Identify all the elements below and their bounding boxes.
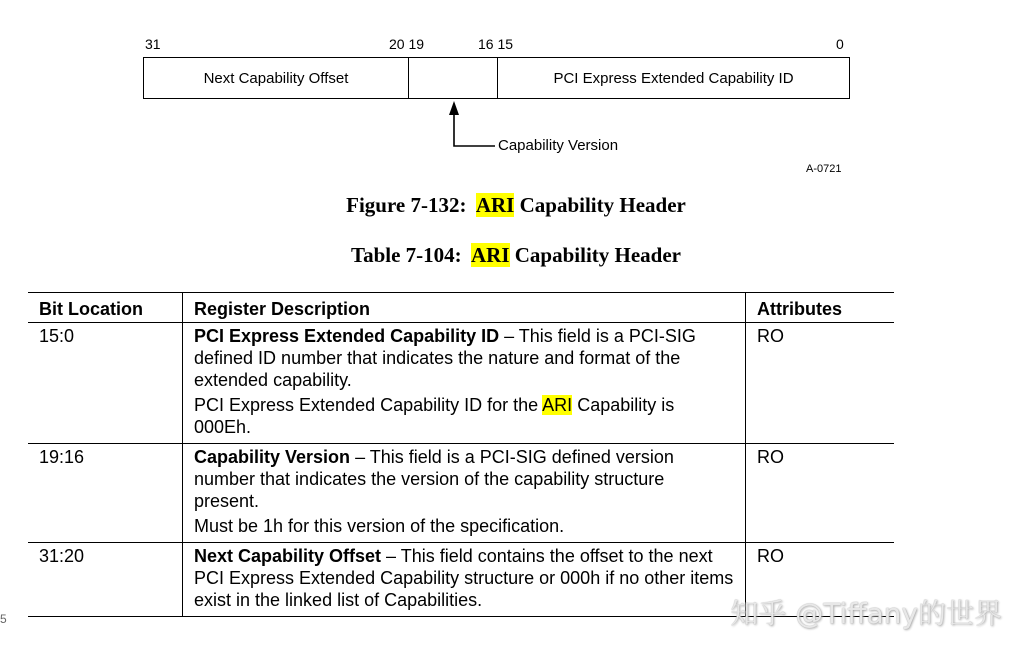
bit-label-20-19: 20 19 — [389, 36, 425, 52]
attributes-cell: RO — [746, 444, 895, 543]
bit-location-cell: 31:20 — [28, 543, 183, 617]
field-next-capability-offset: Next Capability Offset — [144, 58, 409, 98]
table-caption-suffix: Capability Header — [514, 243, 681, 267]
field-extended-capability-id: PCI Express Extended Capability ID — [553, 69, 794, 87]
figure-caption — [0, 193, 1032, 218]
figure-id: A-0721 — [806, 163, 842, 175]
table-row — [28, 323, 894, 444]
figure-caption-suffix: Capability Header — [519, 193, 686, 217]
field-description: – This field contains the offset to the next PCI Express Extended Capability structure or 000h if no other items exist in the linked list of Capabilities. — [194, 546, 734, 610]
header-register-description: Register Description — [183, 293, 746, 323]
bit-label-0: 0 — [836, 36, 844, 52]
table-caption-prefix: Table 7-104: — [350, 243, 462, 267]
header-bit-location: Bit Location — [28, 293, 183, 323]
figure-caption-prefix: Figure 7-132: — [346, 193, 467, 217]
register-table — [28, 292, 894, 617]
table-caption — [0, 243, 1032, 268]
table-caption-highlight: ARI — [470, 243, 510, 267]
figure-caption-highlight: ARI — [475, 193, 515, 217]
field-name: Next Capability Offset — [194, 546, 382, 566]
bit-label-31: 31 — [145, 36, 161, 52]
description-cell — [183, 444, 746, 543]
register-layout-diagram — [143, 57, 850, 99]
field-name: PCI Express Extended Capability ID — [194, 326, 500, 346]
callout-capability-version: Capability Version — [498, 137, 619, 154]
field-note: Must be 1h for this version of the specification. — [194, 516, 565, 536]
watermark: 知乎 @Tiffany的世界 — [730, 597, 1002, 630]
description-cell — [183, 543, 746, 617]
page-number-fragment: 5 — [0, 612, 7, 626]
note-highlight: ARI — [542, 395, 573, 415]
header-attributes: Attributes — [746, 293, 895, 323]
field-description: – This field is a PCI-SIG defined version number that indicates the version of the capability structure present. — [194, 447, 674, 511]
note-suffix: Capability is 000Eh. — [194, 395, 675, 437]
field-name: Capability Version — [194, 447, 351, 467]
bit-label-16-15: 16 15 — [478, 36, 514, 52]
attributes-cell: RO — [746, 323, 895, 444]
note-prefix: PCI Express Extended Capability ID for the — [194, 395, 543, 415]
bit-location-cell: 19:16 — [28, 444, 183, 543]
bit-location-cell: 15:0 — [28, 323, 183, 444]
description-cell — [183, 323, 746, 444]
field-capability-version — [409, 58, 498, 98]
table-row — [28, 444, 894, 543]
attributes-cell: RO — [746, 543, 895, 617]
callout-arrow-icon — [440, 98, 500, 153]
field-description: – This field is a PCI-SIG defined ID number that indicates the nature and format of the extended capability. — [194, 326, 696, 390]
table-header-row — [28, 293, 894, 323]
